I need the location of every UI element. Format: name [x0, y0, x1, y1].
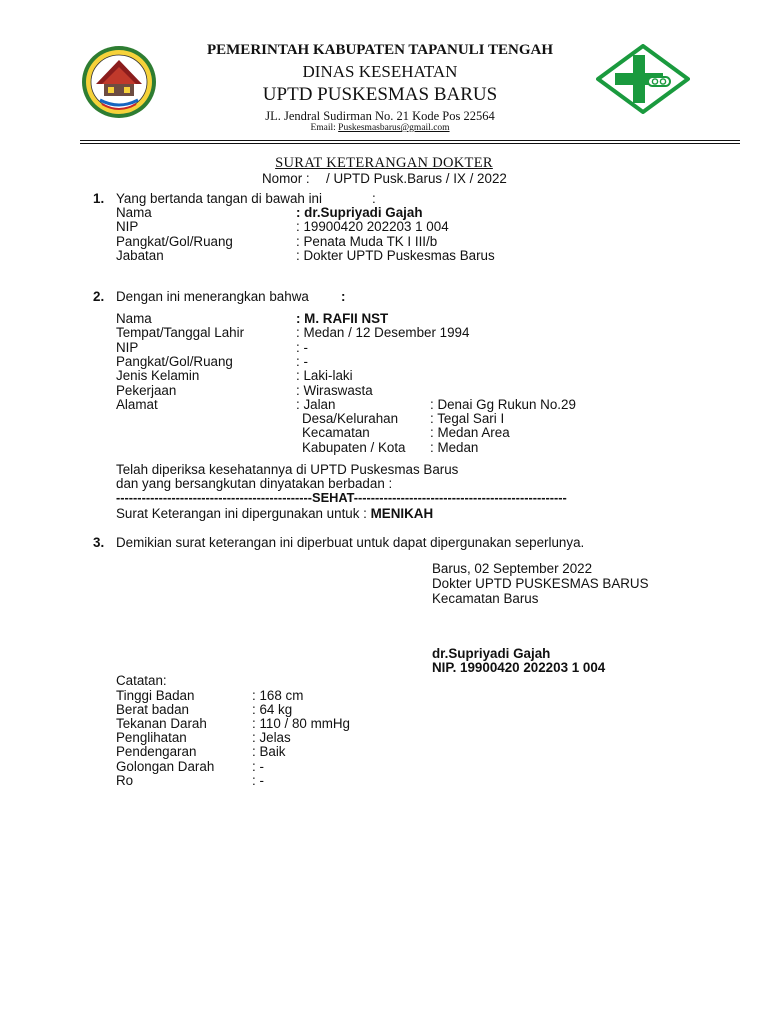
patient-row — [0, 412, 768, 426]
note-row — [0, 760, 768, 774]
patient-value: : Wiraswasta — [296, 382, 373, 398]
section-3-number: 3. — [93, 535, 105, 550]
patient-sublabel: Kabupaten / Kota — [302, 439, 406, 455]
email-label: Email: — [310, 123, 336, 133]
patient-sublabel: Desa/Kelurahan — [302, 411, 399, 427]
note-value: : 168 cm — [252, 688, 304, 703]
patient-row — [0, 312, 768, 326]
regency-crest-icon — [80, 44, 158, 120]
note-value: : Jelas — [252, 730, 291, 746]
section-2-intro: Dengan ini menerangkan bahwa — [116, 289, 309, 304]
patient-label: Pangkat/Gol/Ruang — [116, 353, 233, 369]
patient-value: : Laki-laki — [296, 368, 353, 384]
note-row — [0, 745, 768, 759]
patient-row — [0, 384, 768, 398]
patient-row — [0, 326, 768, 340]
officer-row — [0, 249, 768, 263]
header-rule-thick — [80, 140, 740, 141]
officer-label: NIP — [116, 219, 139, 235]
puskesmas-green-cross-icon — [596, 44, 690, 114]
patient-label: Tempat/Tanggal Lahir — [116, 325, 245, 341]
patient-value: : Medan / 12 Desember 1994 — [296, 325, 470, 341]
officer-label: Pangkat/Gol/Ruang — [116, 233, 233, 249]
signature-place-date: Barus, 02 September 2022 — [432, 561, 593, 576]
officer-row — [0, 206, 768, 220]
patient-sublabel: Kecamatan — [302, 425, 370, 441]
email-address: Puskesmasbarus@gmail.com — [338, 123, 450, 133]
section-1-intro-colon: : — [372, 191, 376, 206]
note-label: Ro — [116, 772, 134, 788]
patient-label: Nama — [116, 311, 152, 326]
note-label: Tekanan Darah — [116, 716, 207, 732]
patient-label: NIP — [116, 339, 139, 355]
sehat-line: ----------------------------------------------SEHAT-------------------------------------------------- — [116, 492, 567, 505]
note-row — [0, 689, 768, 703]
officer-value: : Dokter UPTD Puskesmas Barus — [296, 247, 495, 263]
section-2-number: 2. — [93, 289, 105, 304]
note-label: Golongan Darah — [116, 758, 215, 774]
section-2-intro-colon: : — [341, 289, 346, 304]
note-row — [0, 731, 768, 745]
note-value: : 110 / 80 mmHg — [252, 716, 350, 732]
patient-label: Alamat — [116, 396, 158, 412]
note-value: : Baik — [252, 744, 286, 760]
signature-position: Dokter UPTD PUSKESMAS BARUS — [432, 576, 649, 591]
patient-row — [0, 369, 768, 383]
patient-value: : Jalan — [296, 396, 336, 412]
patient-subvalue: : Tegal Sari I — [430, 411, 505, 427]
header-email-line — [170, 124, 590, 134]
note-row — [0, 774, 768, 788]
patient-value: : - — [296, 339, 308, 355]
patient-row — [0, 441, 768, 455]
signature-district: Kecamatan Barus — [432, 591, 539, 606]
examined-statement-1: Telah diperiksa kesehatannya di UPTD Puskesmas Barus — [116, 462, 459, 477]
officer-value: : 19900420 202203 1 004 — [296, 219, 449, 235]
patient-subvalue: : Medan Area — [430, 425, 510, 441]
document-title: SURAT KETERANGAN DOKTER — [275, 155, 493, 171]
officer-label: Jabatan — [116, 247, 164, 263]
patient-label: Jenis Kelamin — [116, 368, 200, 384]
patient-value: : - — [296, 353, 308, 369]
patient-row — [0, 426, 768, 440]
signatory-nip: NIP. 19900420 202203 1 004 — [432, 660, 606, 675]
section-1-number: 1. — [93, 191, 105, 206]
nomor-value: / UPTD Pusk.Barus / IX / 2022 — [326, 171, 507, 186]
header-line-unit: UPTD PUSKESMAS BARUS — [262, 84, 498, 105]
header-line-government: PEMERINTAH KABUPATEN TAPANULI TENGAH — [206, 42, 553, 58]
nomor-label: Nomor : — [262, 171, 310, 186]
section-1-intro: Yang bertanda tangan di bawah ini — [116, 191, 322, 206]
note-label: Tinggi Badan — [116, 688, 195, 703]
header-rule-thin — [80, 143, 740, 144]
signatory-name: dr.Supriyadi Gajah — [432, 646, 551, 661]
header-line-department: DINAS KESEHATAN — [302, 62, 458, 81]
note-label: Penglihatan — [116, 730, 187, 746]
officer-value: : dr.Supriyadi Gajah — [296, 205, 423, 220]
notes-title: Catatan: — [116, 673, 167, 688]
purpose-line — [116, 507, 433, 520]
examined-statement-2: dan yang bersangkutan dinyatakan berbadan : — [116, 476, 393, 491]
note-row — [0, 703, 768, 717]
section-3-text: Demikian surat keterangan ini diperbuat untuk dapat dipergunakan seperlunya. — [116, 535, 585, 550]
officer-value: : Penata Muda TK I III/b — [296, 233, 438, 249]
note-value: : - — [252, 758, 264, 774]
patient-subvalue: : Denai Gg Rukun No.29 — [430, 396, 576, 412]
patient-row — [0, 398, 768, 412]
officer-row — [0, 235, 768, 249]
purpose-value: MENIKAH — [370, 506, 434, 521]
officer-label: Nama — [116, 205, 152, 220]
patient-subvalue: : Medan — [430, 439, 479, 455]
note-value: : - — [252, 772, 264, 788]
note-label: Berat badan — [116, 702, 189, 718]
note-row — [0, 717, 768, 731]
patient-row — [0, 355, 768, 369]
header-address: JL. Jendral Sudirman No. 21 Kode Pos 22564 — [265, 109, 495, 123]
patient-value: : M. RAFII NST — [296, 311, 389, 326]
purpose-label: Surat Keterangan ini dipergunakan untuk : — [116, 506, 367, 521]
patient-row — [0, 341, 768, 355]
note-value: : 64 kg — [252, 702, 293, 718]
note-label: Pendengaran — [116, 744, 197, 760]
patient-label: Pekerjaan — [116, 382, 177, 398]
officer-row — [0, 220, 768, 234]
